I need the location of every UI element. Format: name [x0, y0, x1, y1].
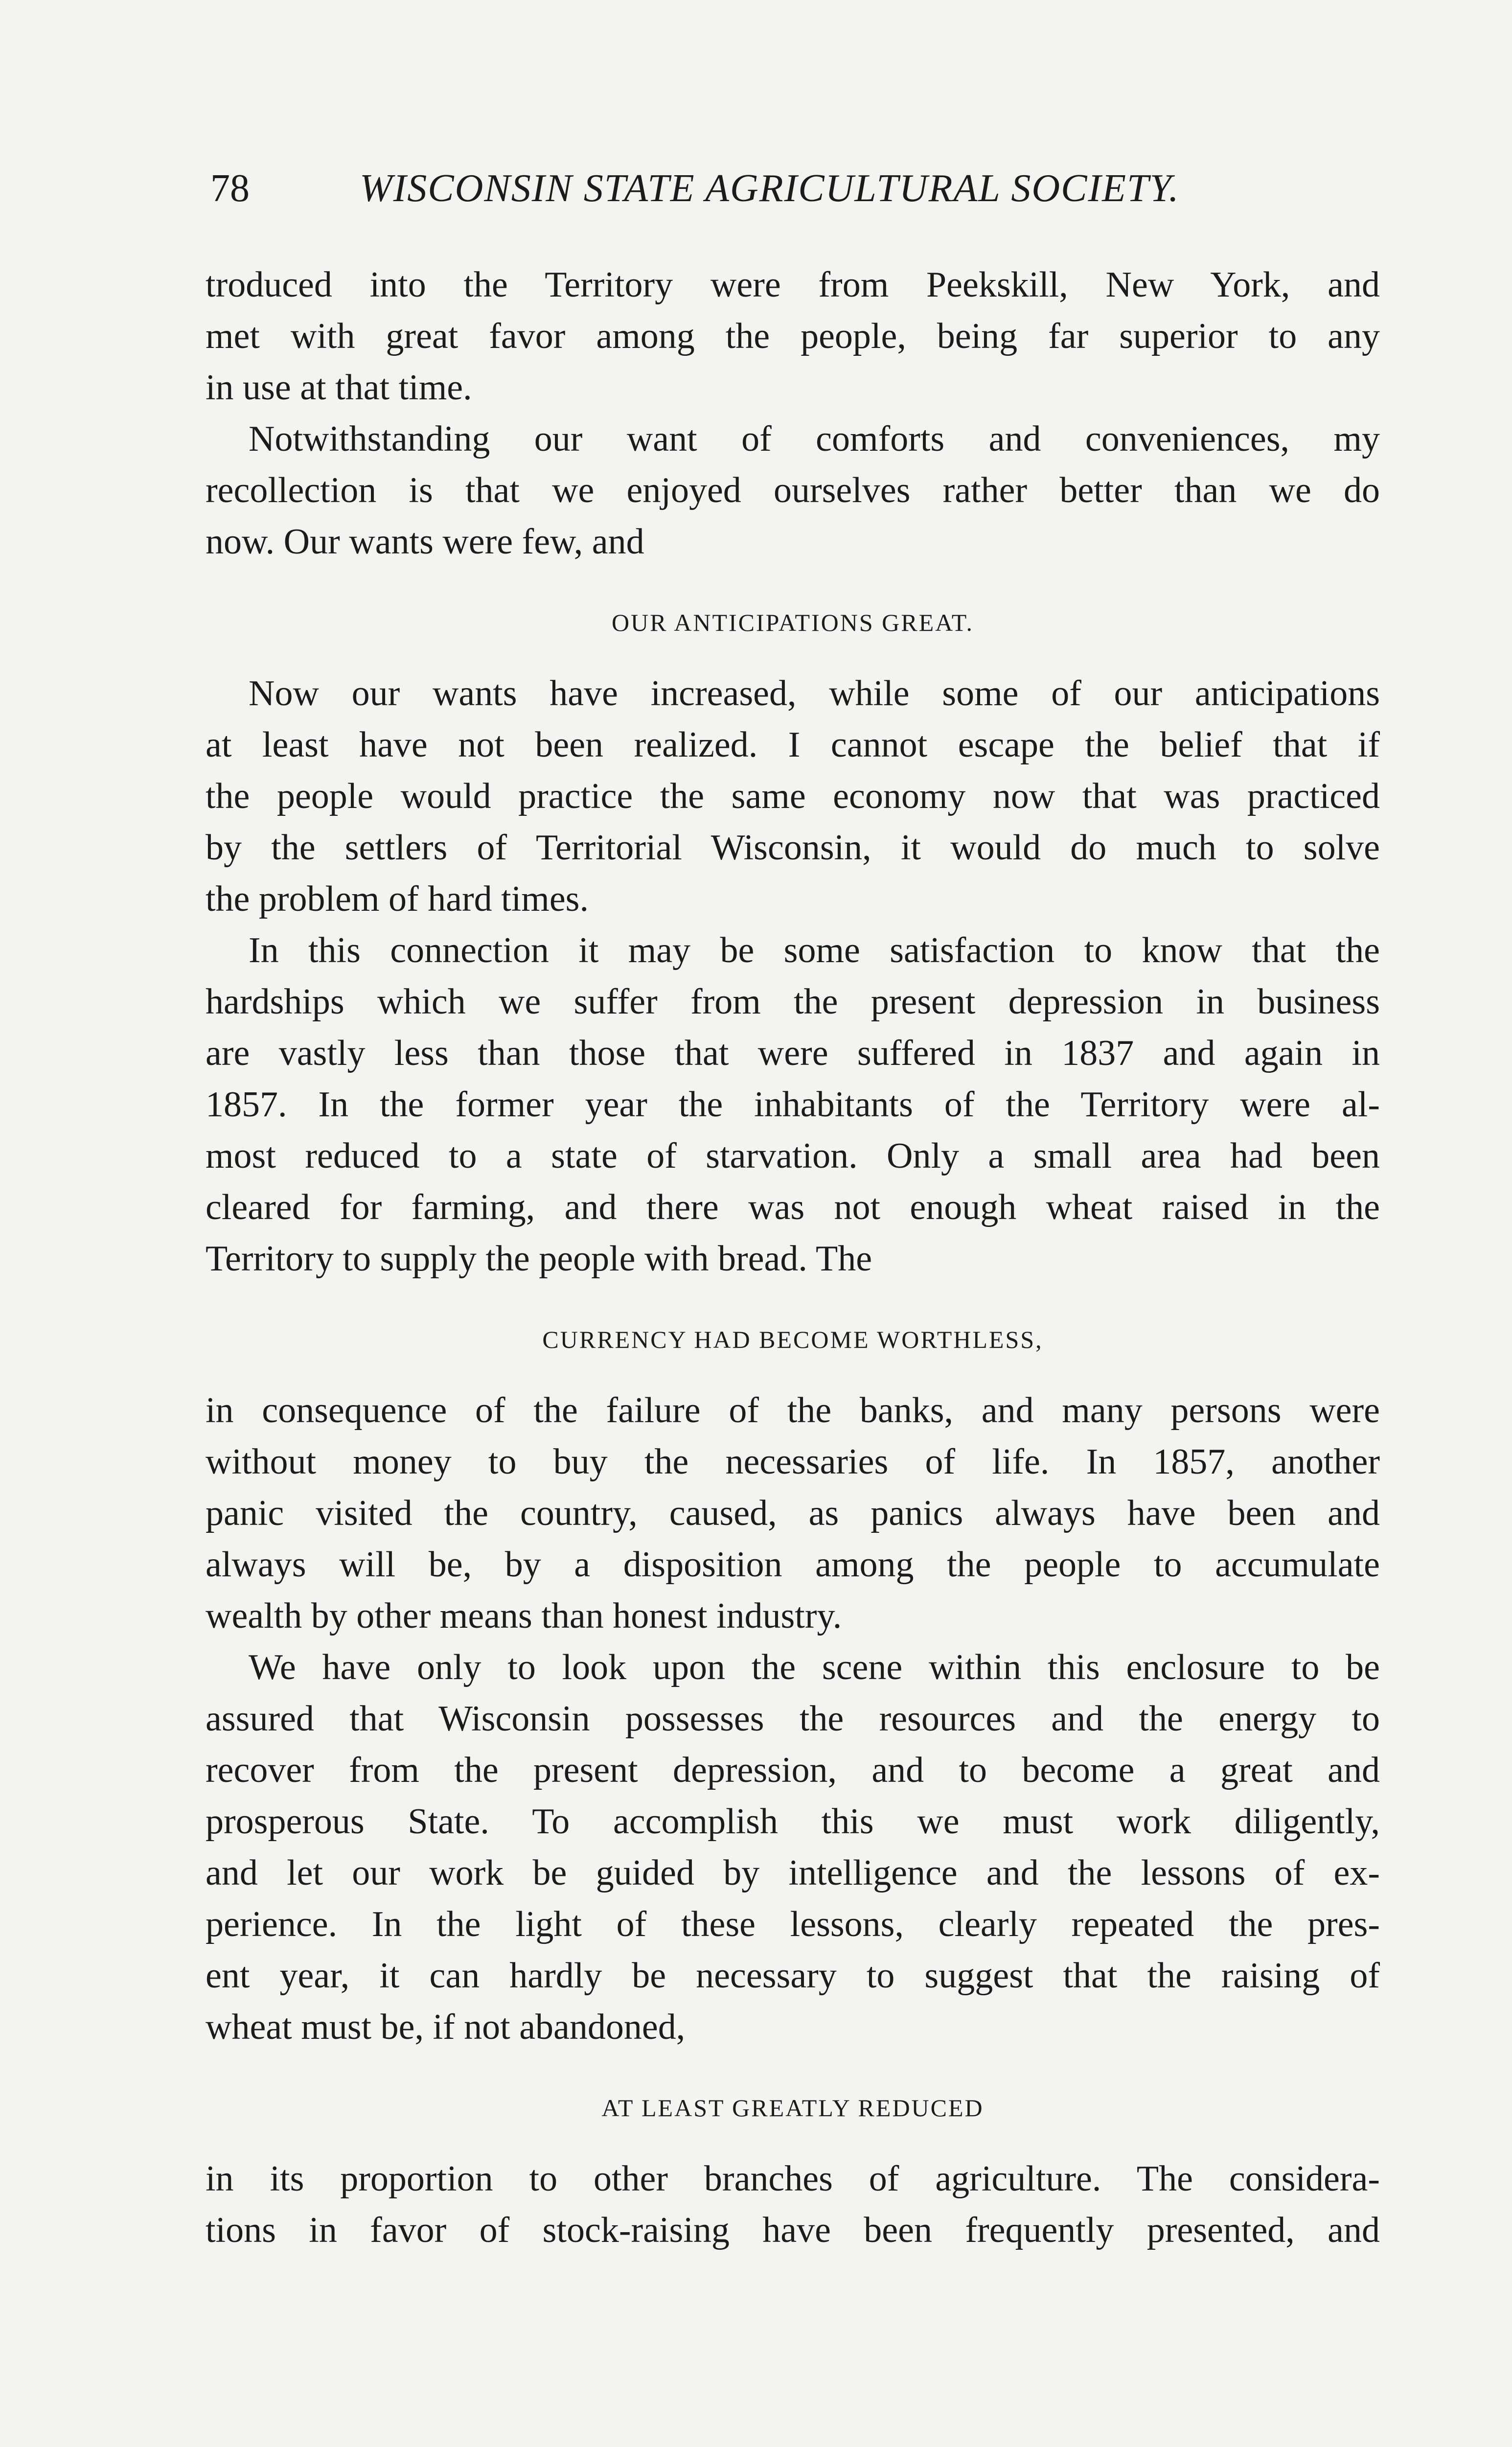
text-line: by the settlers of Territorial Wisconsin, it would do much to solve — [206, 828, 1380, 868]
running-head: WISCONSIN STATE AGRICULTURAL SOCIETY. — [360, 167, 1180, 210]
section-heading: OUR ANTICIPATIONS GREAT. — [611, 609, 974, 636]
text-line: assured that Wisconsin possesses the resources and the energy to — [206, 1699, 1380, 1739]
text-line: without money to buy the necessaries of life. In 1857, another — [206, 1442, 1380, 1482]
body-text — [206, 259, 1380, 2256]
text-line: and let our work be guided by intelligence and the lessons of ex- — [206, 1853, 1380, 1893]
text-line: most reduced to a state of starvation. Only a small area had been — [206, 1136, 1380, 1176]
text-line: in its proportion to other branches of agriculture. The considera- — [206, 2159, 1380, 2199]
text-line: panic visited the country, caused, as panics always have been and — [206, 1493, 1380, 1533]
text-line: in consequence of the failure of the banks, and many persons were — [206, 1390, 1380, 1431]
section-heading: AT LEAST GREATLY REDUCED — [601, 2094, 984, 2122]
text-line: tions in favor of stock-raising have been frequently presented, and — [206, 2210, 1380, 2250]
text-line: now. Our wants were few, and — [206, 522, 644, 562]
text-line: Notwithstanding our want of comforts and conveniences, my — [249, 419, 1380, 459]
text-line: We have only to look upon the scene within this enclosure to be — [249, 1647, 1380, 1687]
text-line: In this connection it may be some satisfaction to know that the — [249, 930, 1380, 970]
text-line: ent year, it can hardly be necessary to suggest that the raising of — [206, 1956, 1380, 1996]
text-line: recollection is that we enjoyed ourselves rather better than we do — [206, 470, 1380, 510]
text-line: recover from the present depression, and to become a great and — [206, 1750, 1380, 1790]
text-line: Territory to supply the people with bread. The — [206, 1239, 872, 1279]
text-line: 1857. In the former year the inhabitants of the Territory were al- — [206, 1085, 1380, 1125]
text-line: cleared for farming, and there was not enough wheat raised in the — [206, 1187, 1380, 1227]
text-line: in use at that time. — [206, 368, 472, 408]
text-line: the problem of hard times. — [206, 879, 589, 919]
text-line: wealth by other means than honest industry. — [206, 1596, 842, 1636]
text-line: are vastly less than those that were suffered in 1837 and again in — [206, 1033, 1380, 1073]
text-line: wheat must be, if not abandoned, — [206, 2007, 686, 2047]
text-line: prosperous State. To accomplish this we must work diligently, — [206, 1801, 1380, 1842]
text-line: always will be, by a disposition among the people to accumulate — [206, 1545, 1380, 1585]
page-header — [210, 162, 1326, 215]
text-line: troduced into the Territory were from Peekskill, New York, and — [206, 265, 1380, 305]
text-line: met with great favor among the people, being far superior to any — [206, 316, 1380, 356]
section-heading: CURRENCY HAD BECOME WORTHLESS, — [542, 1326, 1043, 1353]
page-number: 78 — [210, 167, 250, 210]
text-line: Now our wants have increased, while some of our anticipations — [249, 673, 1380, 714]
text-line: the people would practice the same economy now that was practiced — [206, 776, 1380, 816]
text-line: perience. In the light of these lessons, clearly repeated the pres- — [206, 1904, 1380, 1944]
text-line: at least have not been realized. I cannot escape the belief that if — [206, 725, 1380, 765]
text-line: hardships which we suffer from the present depression in business — [206, 982, 1380, 1022]
